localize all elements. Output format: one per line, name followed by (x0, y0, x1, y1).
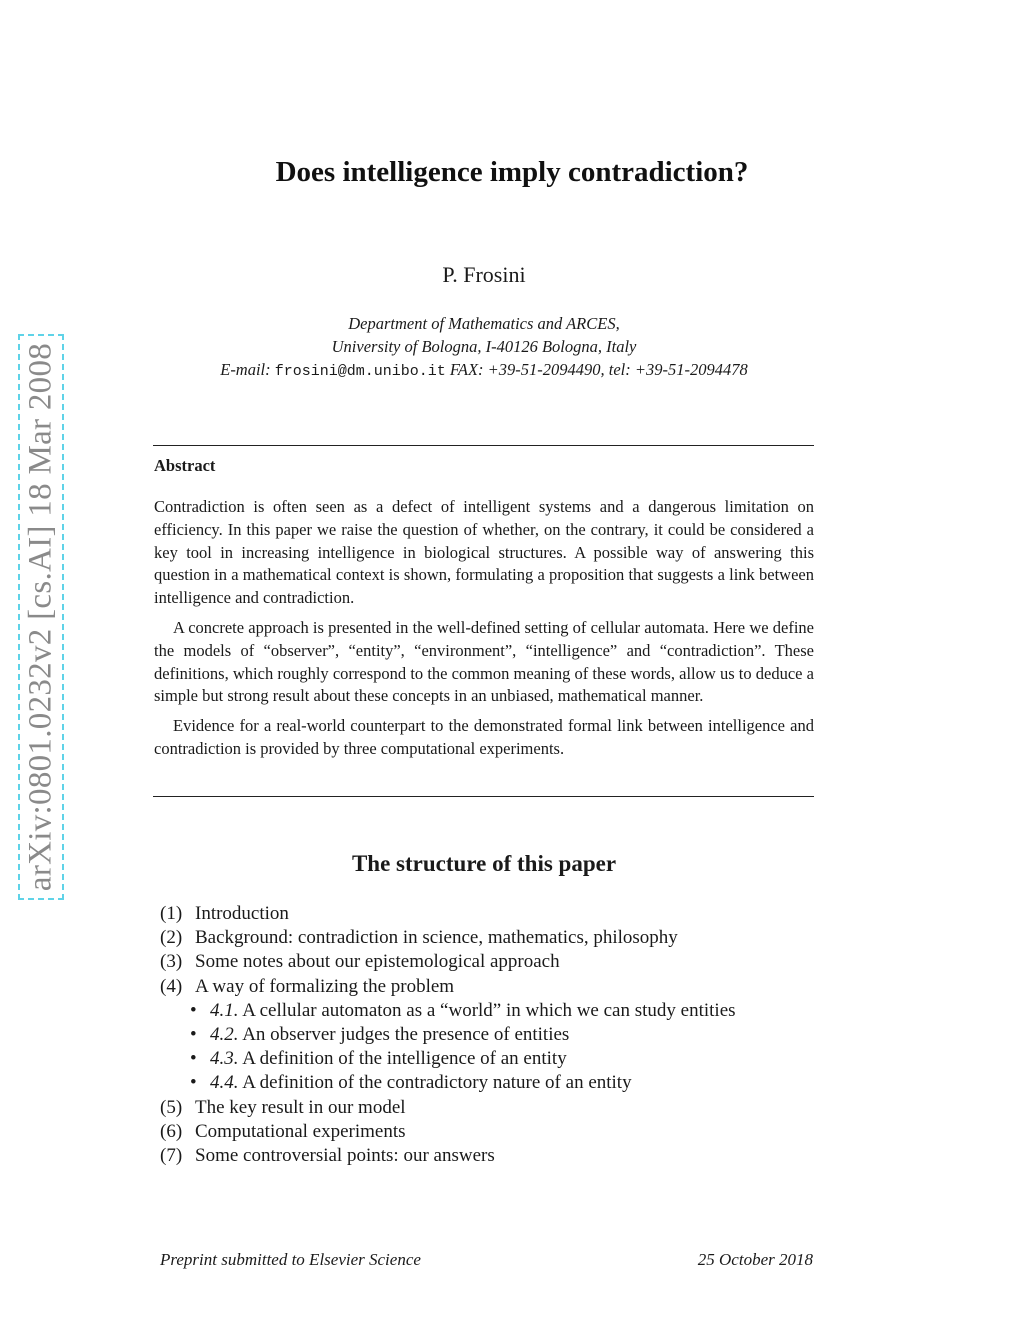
toc-item-text: Computational experiments (195, 1120, 406, 1142)
toc-subitem-number: 4.3. (210, 1048, 239, 1070)
bullet-icon: • (190, 1024, 197, 1046)
footer-date: 25 October 2018 (697, 1250, 813, 1269)
toc-subitem (160, 999, 840, 1023)
email-label: E-mail: (220, 360, 271, 379)
abstract-bottom-rule (153, 796, 814, 797)
affiliation-university: University of Bologna, I-40126 Bologna, Italy (331, 337, 637, 356)
abstract-paragraph-1: Contradiction is often seen as a defect of intelligent systems and a dangerous limitation on efficiency. In this paper we raise the question of whether, on the contrary, it could be considered a key tool in increasing intelligence in biological structures. A possible way of answering this question in a mathematical context is shown, formulating a proposition that suggests a link between intelligence and contradiction. (154, 497, 814, 608)
bullet-icon: • (190, 1048, 197, 1070)
affiliation-block (0, 312, 968, 383)
abstract-body (154, 496, 814, 768)
toc-item (160, 975, 840, 999)
toc-item-number: (7) (160, 1145, 183, 1167)
toc-item-number: (4) (160, 975, 183, 997)
structure-heading: The structure of this paper (351, 851, 617, 876)
arxiv-identifier: arXiv:0801.0232v2 [cs.AI] 18 Mar 2008 (22, 342, 59, 892)
toc-item-text: Background: contradiction in science, mathematics, philosophy (195, 927, 678, 949)
toc-item (160, 1144, 840, 1168)
toc-item-text: Some notes about our epistemological approach (195, 951, 560, 973)
toc-subitem-number: 4.4. (210, 1072, 239, 1094)
affiliation-contact (0, 358, 968, 383)
toc-subitem (160, 1047, 840, 1071)
toc-subitem (160, 1071, 840, 1095)
bullet-icon: • (190, 999, 197, 1021)
toc-item-text: Some controversial points: our answers (195, 1145, 495, 1167)
toc-item (160, 1120, 840, 1144)
toc-subitem-number: 4.1. (210, 999, 239, 1021)
toc-item (160, 926, 840, 950)
toc-subitem-text: A definition of the contradictory nature of an entity (242, 1072, 632, 1094)
toc-item-text: A way of formalizing the problem (195, 975, 455, 997)
email-address[interactable]: frosini@dm.unibo.it (274, 363, 446, 380)
toc-subitem-text: A definition of the intelligence of an entity (242, 1048, 567, 1070)
fax-tel: FAX: +39-51-2094490, tel: +39-51-2094478 (449, 360, 748, 379)
toc-item (160, 1096, 840, 1120)
abstract-paragraph-2: A concrete approach is presented in the well-defined setting of cellular automata. Here we define the models of “observer”, “entity”, “environment”, “intelligence” and “contradiction”. These definitions, which roughly correspond to the common meaning of these words, allow us to deduce a simple but strong result about these concepts in an unbiased, mathematical manner. (154, 617, 814, 706)
affiliation-department: Department of Mathematics and ARCES, (348, 314, 620, 333)
abstract-paragraph-3: Evidence for a real-world counterpart to the demonstrated formal link between intelligence and contradiction is provided by three computational experiments. (154, 716, 814, 758)
toc-item (160, 902, 840, 926)
toc-item-number: (2) (160, 927, 183, 949)
toc-item-number: (3) (160, 951, 183, 973)
bullet-icon: • (190, 1072, 197, 1094)
toc-subitem-number: 4.2. (210, 1024, 239, 1046)
abstract-heading: Abstract (154, 456, 216, 475)
arxiv-side-stamp (18, 334, 64, 900)
toc-item-text: The key result in our model (195, 1096, 406, 1118)
toc-item-text: Introduction (195, 903, 289, 924)
toc-subitem (160, 1023, 840, 1047)
author-name: P. Frosini (442, 262, 526, 287)
toc-item (160, 950, 840, 974)
toc-subitem-text: An observer judges the presence of entities (242, 1024, 570, 1046)
paper-title: Does intelligence imply contradiction? (275, 156, 749, 188)
toc-item-number: (1) (160, 903, 183, 924)
structure-list (160, 902, 840, 1168)
toc-item-number: (5) (160, 1096, 183, 1118)
footer-preprint-note: Preprint submitted to Elsevier Science (160, 1250, 421, 1269)
toc-subitem-text: A cellular automaton as a “world” in which we can study entities (242, 999, 736, 1021)
abstract-top-rule (153, 445, 814, 446)
toc-item-number: (6) (160, 1120, 183, 1142)
